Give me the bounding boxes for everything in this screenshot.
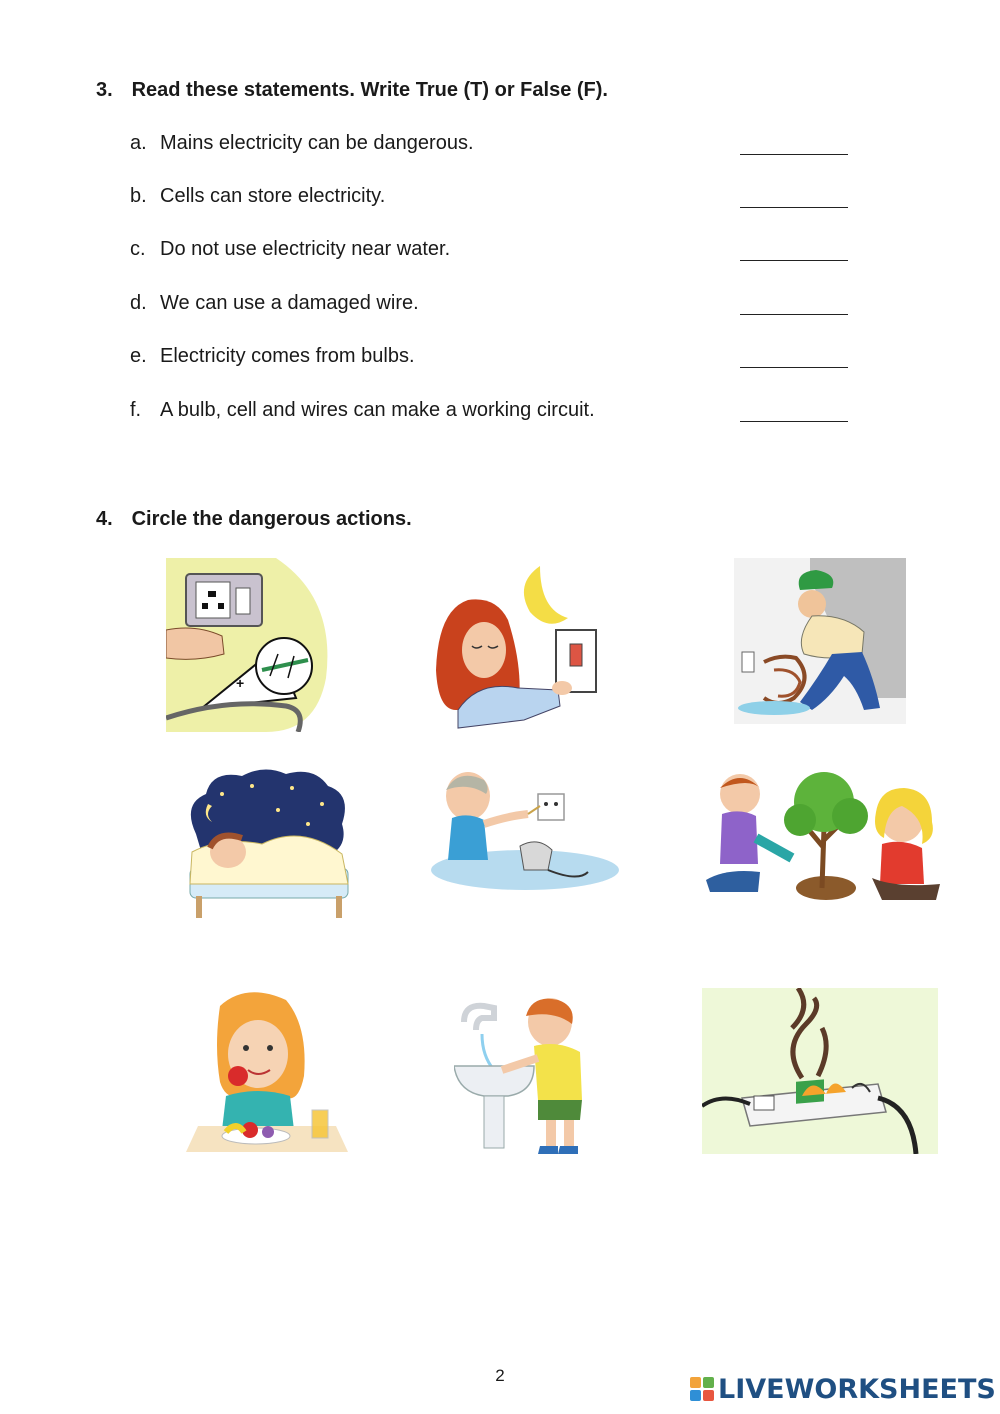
girl-eating-fruit-picture[interactable] <box>186 986 348 1154</box>
liveworksheets-brand-name: LIVEWORKSHEETS <box>718 1373 996 1405</box>
man-pulling-wires-in-water-picture[interactable] <box>734 558 906 724</box>
statement-row <box>130 132 850 162</box>
statement-row <box>130 292 850 322</box>
question-title: Read these statements. Write True (T) or False (F). <box>131 79 608 101</box>
statement-text: A bulb, cell and wires can make a working circuit. <box>160 399 595 421</box>
boy-washing-hands-picture[interactable] <box>454 996 594 1156</box>
answer-blank[interactable] <box>740 154 848 155</box>
statement-text: Electricity comes from bulbs. <box>160 345 415 367</box>
statement-row <box>130 399 850 429</box>
answer-blank[interactable] <box>740 260 848 261</box>
statement-row <box>130 345 850 375</box>
liveworksheets-logo-icon <box>690 1377 714 1401</box>
statement-row <box>130 185 850 215</box>
question-title: Circle the dangerous actions. <box>131 508 412 530</box>
statement-letter: c. <box>130 238 146 260</box>
statement-text: We can use a damaged wire. <box>160 292 419 314</box>
liveworksheets-logo[interactable] <box>690 1372 996 1406</box>
child-poking-socket-picture[interactable] <box>428 766 622 896</box>
question-number: 4. <box>96 508 113 530</box>
statement-text: Mains electricity can be dangerous. <box>160 132 474 154</box>
girl-switching-light-picture[interactable] <box>428 560 604 730</box>
child-sleeping-picture[interactable] <box>182 764 352 920</box>
statement-letter: a. <box>130 132 147 154</box>
statement-text: Do not use electricity near water. <box>160 238 451 260</box>
statement-letter: f. <box>130 399 142 421</box>
page-number: 2 <box>495 1366 505 1385</box>
answer-blank[interactable] <box>740 367 848 368</box>
statement-row <box>130 238 850 268</box>
answer-blank[interactable] <box>740 421 848 422</box>
question-number: 3. <box>96 79 113 101</box>
statement-letter: d. <box>130 292 147 314</box>
answer-blank[interactable] <box>740 314 848 315</box>
overloaded-burning-socket-picture[interactable] <box>702 988 938 1154</box>
question-3-heading <box>96 79 608 102</box>
damaged-plug-wire-picture[interactable] <box>166 558 332 732</box>
svg-text:+: + <box>236 675 245 691</box>
statement-letter: b. <box>130 185 147 207</box>
question-4-heading <box>96 508 412 531</box>
children-watering-plant-picture[interactable] <box>696 768 944 904</box>
answer-blank[interactable] <box>740 207 848 208</box>
statement-letter: e. <box>130 345 147 367</box>
statement-text: Cells can store electricity. <box>160 185 386 207</box>
